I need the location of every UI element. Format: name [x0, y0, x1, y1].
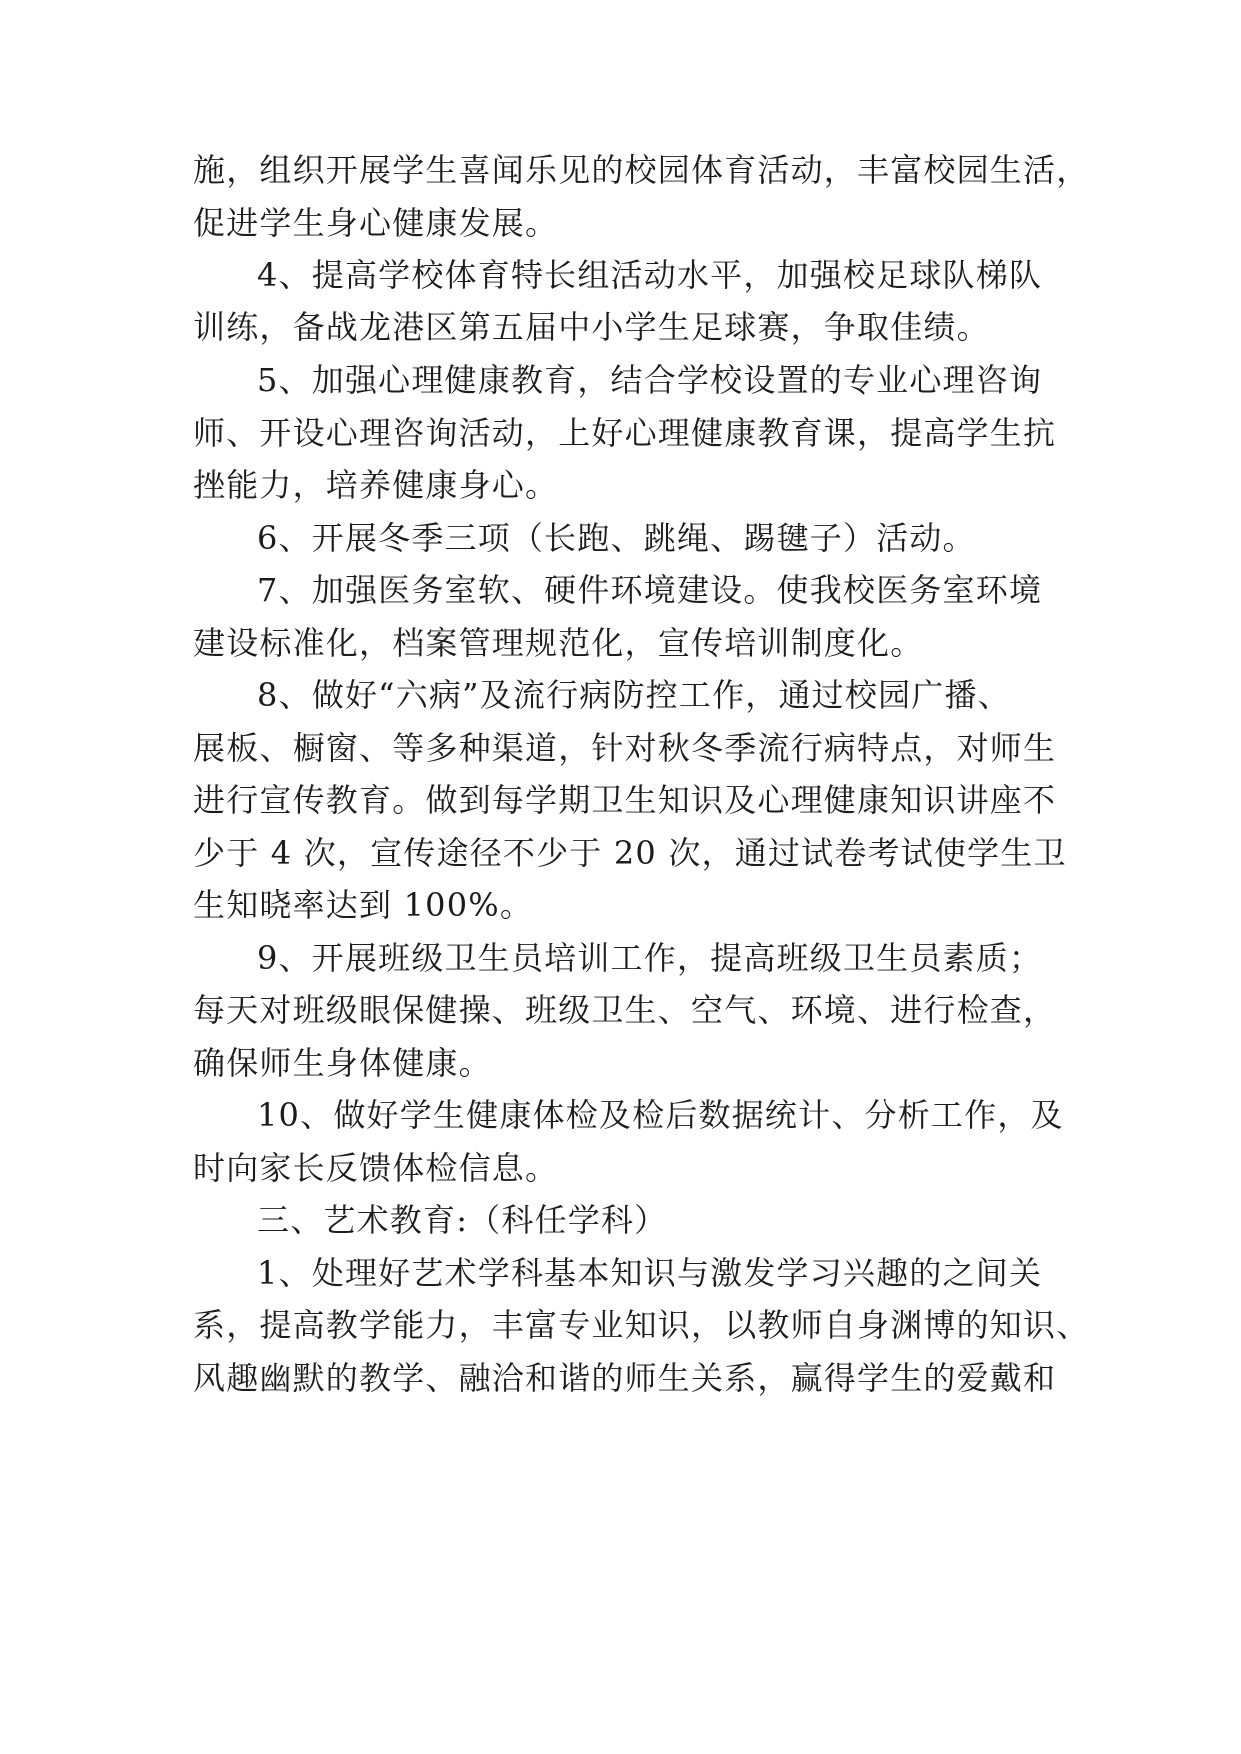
text-line: 10、做好学生健康体检及检后数据统计、分析工作，及 [257, 1096, 1064, 1134]
section-heading: 三、艺术教育:（科任学科） [257, 1201, 668, 1239]
text-line: 1、处理好艺术学科基本知识与激发学习兴趣的之间关 [257, 1254, 1043, 1292]
text-line: 风趣幽默的教学、融洽和谐的师生关系，赢得学生的爱戴和 [193, 1359, 1057, 1397]
text-line: 8、做好“六病”及流行病防控工作，通过校园广播、 [257, 676, 1011, 714]
text-line: 7、加强医务室软、硬件环境建设。使我校医务室环境 [257, 571, 1043, 609]
text-line: 6、开展冬季三项（长跑、跳绳、踢毽子）活动。 [257, 519, 976, 557]
text-line: 确保师生身体健康。 [193, 1044, 492, 1082]
text-line: 进行宣传教育。做到每学期卫生知识及心理健康知识讲座不 [193, 781, 1057, 819]
text-line: 少于 4 次，宣传途径不少于 20 次，通过试卷考试使学生卫 [193, 834, 1067, 872]
text-line: 5、加强心理健康教育，结合学校设置的专业心理咨询 [257, 361, 1043, 399]
text-line: 建设标准化，档案管理规范化，宣传培训制度化。 [193, 624, 924, 662]
text-line: 挫能力，培养健康身心。 [193, 466, 559, 504]
text-line: 时向家长反馈体检信息。 [193, 1149, 559, 1187]
text-line: 训练，备战龙港区第五届中小学生足球赛，争取佳绩。 [193, 308, 990, 346]
text-line: 9、开展班级卫生员培训工作，提高班级卫生员素质； [257, 939, 1043, 977]
text-line: 施，组织开展学生喜闻乐见的校园体育活动，丰富校园生活， [193, 151, 1090, 189]
text-line: 4、提高学校体育特长组活动水平，加强校足球队梯队 [257, 256, 1043, 294]
text-line: 系，提高教学能力，丰富专业知识，以教师自身渊博的知识、 [193, 1306, 1090, 1344]
text-line: 生知晓率达到 100%。 [193, 886, 534, 924]
text-line: 展板、橱窗、等多种渠道，针对秋冬季流行病特点，对师生 [193, 729, 1057, 767]
text-line: 师、开设心理咨询活动，上好心理健康教育课，提高学生抗 [193, 414, 1057, 452]
text-line: 促进学生身心健康发展。 [193, 204, 559, 242]
text-line: 每天对班级眼保健操、班级卫生、空气、环境、进行检查， [193, 991, 1057, 1029]
